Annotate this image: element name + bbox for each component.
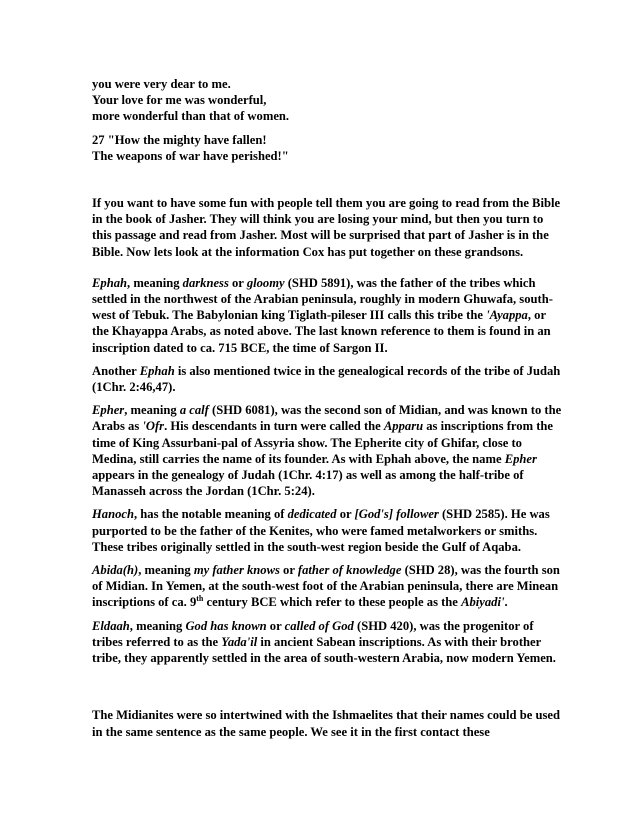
text: (SHD 6081), was the second son of Midian, and was known to the Arabs as <box>92 403 562 434</box>
epher-name: Epher <box>92 403 125 418</box>
ephah-name: Ephah <box>92 275 128 290</box>
text: , meaning <box>127 275 183 290</box>
meaning: darkness <box>182 275 229 290</box>
midianites-paragraph: The Midianites were so intertwined with the Ishmaelites that their names could be used in the same sentence as the same people. We see it in the first contact these <box>92 708 560 739</box>
text: or <box>228 275 247 290</box>
hanoch-name: Hanoch <box>92 507 134 522</box>
meaning: Apparu <box>383 419 424 434</box>
meaning: 'Ayappa <box>486 308 528 323</box>
text: (SHD 5891), was the father of the tribes which settled in the northwest of the Arabian peninsula, roughly in modern Ghuwafa, south-west of Tebuk. The Babylonian king Tiglath-pileser III calls this tribe the <box>92 275 553 323</box>
superscript: th <box>196 594 204 604</box>
abida-name: Abida(h) <box>92 563 139 578</box>
ephah-name: Ephah <box>139 363 175 378</box>
text: , meaning <box>124 403 180 418</box>
text: as inscriptions from the time of King Assurbani-pal of Assyria show. The Epherite city of Ghifar, close to Medina, still carries the name of its founder. As with Ephah above, the name <box>92 419 554 466</box>
poem-line: more wonderful than that of women. <box>92 109 290 124</box>
text: , or the Khayappa Arabs, as noted above. The last known reference to them is found in an inscription dated to ca. 715 BCE, the time of Sargon II. <box>92 308 551 355</box>
meaning: [God's] follower <box>354 507 439 522</box>
document-page <box>92 76 562 740</box>
text: . <box>504 595 508 610</box>
text: (SHD 2585). He was purported to be the father of the Kenites, who were famed metalworkers or smiths. These tribes originally settled in the south-west region beside the Gulf of Aqaba. <box>92 507 550 554</box>
meaning: Abiyadi' <box>461 595 505 610</box>
text: or <box>266 618 285 633</box>
text: century BCE which refer to these people as the <box>203 595 462 610</box>
text: in ancient Sabean inscriptions. As with their brother tribe, they apparently settled in the area of south-western Arabia, now modern Yemen. <box>92 634 556 666</box>
text: (SHD 28), was the fourth son of Midian. In Yemen, at the south-west foot of the Arabian peninsula, there are Minean inscriptions of ca. 9 <box>92 563 560 610</box>
meaning: 'Ofr <box>142 419 165 434</box>
epher-paragraph <box>92 402 562 499</box>
text: . His descendants in turn were called the <box>164 419 384 434</box>
meaning: gloomy <box>246 275 285 290</box>
text: or <box>336 507 355 522</box>
text: , meaning <box>129 618 186 633</box>
text: is also mentioned twice in the genealogical records of the tribe of Judah (1Chr. 2:46,47). <box>92 363 561 395</box>
text: or <box>279 563 298 578</box>
meaning: Epher <box>504 451 537 466</box>
meaning: my father knows <box>193 563 280 578</box>
hanoch-paragraph <box>92 506 562 555</box>
eldaah-paragraph <box>92 618 562 667</box>
meaning: dedicated <box>287 507 337 522</box>
text: , has the notable meaning of <box>134 507 288 522</box>
poem-line: 27 "How the mighty have fallen! <box>92 132 267 147</box>
ephah2-paragraph <box>92 363 562 395</box>
intro-paragraph: If you want to have some fun with people tell them you are going to read from the Bible in the book of Jasher. They will think you are losing your mind, but then you turn to this passage and read from Jasher. Most will be surprised that part of Jasher is in the Bible. Now lets look at the information Cox has put together on these grandsons. <box>92 196 561 259</box>
ephah-paragraph <box>92 275 562 356</box>
text: , meaning <box>138 563 194 578</box>
text: Another <box>92 363 140 378</box>
meaning: father of knowledge <box>297 563 402 578</box>
abida-paragraph <box>92 562 562 611</box>
poem-line: Your love for me was wonderful, <box>92 93 267 108</box>
text: appears in the genealogy of Judah (1Chr. 4:17) as well as among the half-tribe of Manasseh across the Jordan (1Chr. 5:24). <box>92 468 524 499</box>
meaning: a calf <box>179 403 209 418</box>
meaning: called of God <box>284 618 354 633</box>
meaning: God has known <box>185 618 267 633</box>
poem-line: you were very dear to me. <box>92 77 231 91</box>
eldaah-name: Eldaah <box>92 618 130 633</box>
text: (SHD 420), was the progenitor of tribes referred to as the <box>92 618 534 649</box>
meaning: Yada'il <box>221 634 258 649</box>
poem-line: The weapons of war have perished!" <box>92 148 289 163</box>
